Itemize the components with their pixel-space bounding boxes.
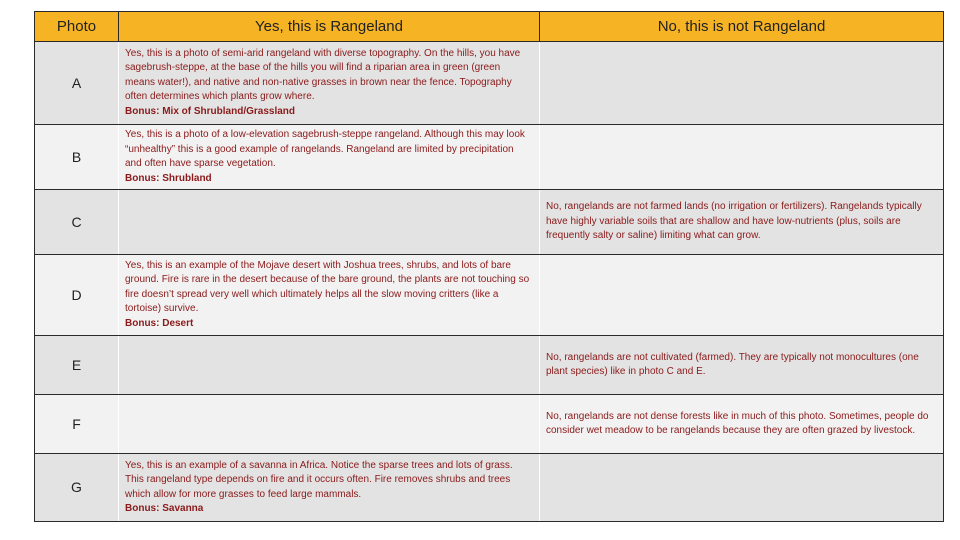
- table-row: [35, 454, 944, 522]
- photo-letter: B: [35, 125, 119, 190]
- no-cell: No, rangelands are not cultivated (farmed). They are typically not monocultures (one plant species) like in photo C and E.: [540, 336, 944, 395]
- photo-letter: F: [35, 395, 119, 454]
- yes-cell: [119, 336, 540, 395]
- table-row: [35, 395, 944, 454]
- yes-text: Yes, this is an example of a savanna in Africa. Notice the sparse trees and lots of grass. This rangeland type depends on fire and it occurs often. Fire removes shrubs and trees which allow for more grasses to feed large mammals.: [125, 459, 513, 500]
- bonus-text: Bonus: Desert: [125, 317, 194, 329]
- table-row: [35, 190, 944, 255]
- yes-cell: [119, 395, 540, 454]
- rangeland-table: [34, 11, 944, 522]
- bonus-text: Bonus: Mix of Shrubland/Grassland: [125, 105, 296, 117]
- yes-cell: [119, 42, 540, 125]
- table-row: [35, 336, 944, 395]
- no-cell: [540, 42, 944, 125]
- no-cell: [540, 125, 944, 190]
- yes-text: Yes, this is a photo of a low-elevation sagebrush-steppe rangeland. Although this may look “unhealthy” this is a good example of rangelands. Rangeland are limited by precipitation and often have sparse vegetation.: [125, 129, 525, 169]
- yes-cell: [119, 125, 540, 190]
- table-row: [35, 125, 944, 190]
- header-row: [35, 12, 944, 42]
- bonus-text: Bonus: Savanna: [125, 503, 204, 514]
- yes-cell: [119, 255, 540, 336]
- table-row: [35, 255, 944, 336]
- photo-letter: G: [35, 454, 119, 522]
- photo-letter: D: [35, 255, 119, 336]
- photo-letter: C: [35, 190, 119, 255]
- no-cell: [540, 454, 944, 522]
- photo-letter: A: [35, 42, 119, 125]
- table-row: [35, 42, 944, 125]
- bonus-text: Bonus: Shrubland: [125, 172, 212, 184]
- header-photo: Photo: [35, 12, 119, 42]
- no-cell: No, rangelands are not dense forests like in much of this photo. Sometimes, people do consider wet meadow to be rangelands because they are often grazed by livestock.: [540, 395, 944, 454]
- header-yes: Yes, this is Rangeland: [119, 12, 540, 42]
- yes-text: Yes, this is a photo of semi-arid rangeland with diverse topography. On the hills, you have sagebrush-steppe, at the base of the hills you will find a riparian area in green (green means water!), and native and non-native grasses in brown near the fence. Topography often determines which plants grow where.: [125, 47, 521, 103]
- no-cell: No, rangelands are not farmed lands (no irrigation or fertilizers). Rangelands typically have highly variable soils that are shallow and have low-nutrients (plus, soils are frequently salty or saline) limiting what can grow.: [540, 190, 944, 255]
- photo-letter: E: [35, 336, 119, 395]
- yes-cell: [119, 190, 540, 255]
- yes-cell: [119, 454, 540, 522]
- yes-text: Yes, this is an example of the Mojave desert with Joshua trees, shrubs, and lots of bare ground. Fire is rare in the desert because of the bare ground, the plants are not touching so fire doesn’t spread very well which ultimately helps all the slow moving critters (like a tortoise) survive.: [125, 259, 530, 315]
- header-no: No, this is not Rangeland: [540, 12, 944, 42]
- no-cell: [540, 255, 944, 336]
